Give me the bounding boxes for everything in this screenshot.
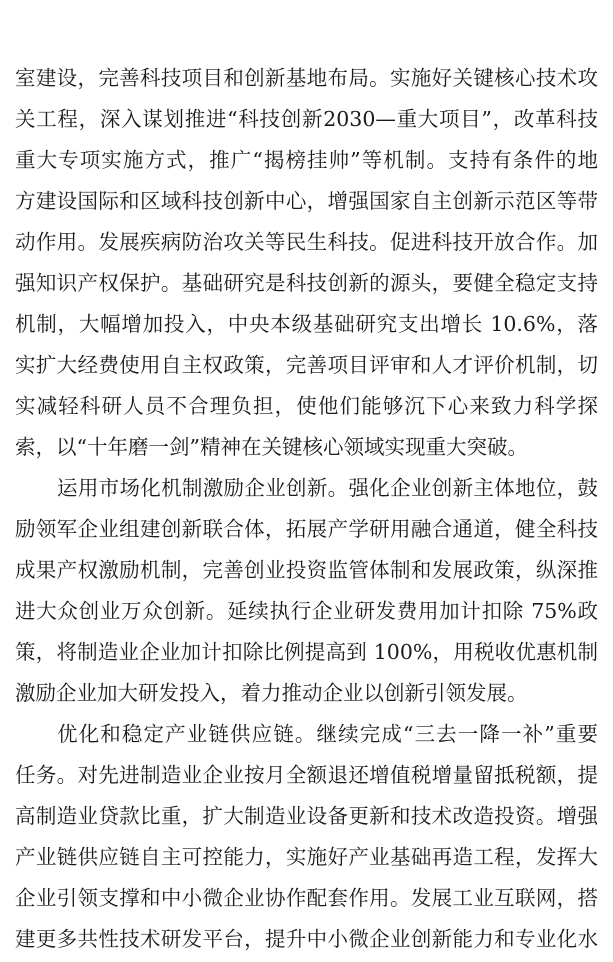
paragraph-1-line: 机制，大幅增加投入，中央本级基础研究支出增长 10.6%，落	[15, 312, 598, 336]
paragraph-3-line: 高制造业贷款比重，扩大制造业设备更新和技术改造投资。增强	[15, 804, 598, 828]
paragraph-3-line: 建更多共性技术研发平台，提升中小微企业创新能力和专业化水	[15, 927, 598, 951]
paragraph-1-line: 动作用。发展疾病防治攻关等民生科技。促进科技开放合作。加	[15, 230, 598, 254]
paragraph-1-line: 关工程，深入谋划推进“科技创新2030—重大项目”，改革科技	[15, 107, 598, 131]
paragraph-1-line: 重大专项实施方式，推广“揭榜挂帅”等机制。支持有条件的地	[15, 148, 598, 172]
paragraph-1-line: 方建设国际和区域科技创新中心，增强国家自主创新示范区等带	[15, 189, 598, 213]
paragraph-1-line: 室建设，完善科技项目和创新基地布局。实施好关键核心技术攻	[15, 66, 598, 90]
paragraph-2-line: 进大众创业万众创新。延续执行企业研发费用加计扣除 75%政	[15, 599, 598, 623]
paragraph-1-line: 索，以“十年磨一剑”精神在关键核心领域实现重大突破。	[15, 435, 528, 459]
paragraph-3-line: 企业引领支撑和中小微企业协作配套作用。发展工业互联网，搭	[15, 886, 598, 910]
paragraph-2-line: 成果产权激励机制，完善创业投资监管体制和发展政策，纵深推	[15, 558, 598, 582]
paragraph-1-line: 实扩大经费使用自主权政策，完善项目评审和人才评价机制，切	[15, 353, 598, 377]
paragraph-2-line: 策，将制造业企业加计扣除比例提高到 100%，用税收优惠机制	[15, 640, 598, 664]
paragraph-2-line: 激励企业加大研发投入，着力推动企业以创新引领发展。	[15, 681, 528, 705]
paragraph-2-line: 运用市场化机制激励企业创新。强化企业创新主体地位，鼓	[57, 476, 598, 500]
paragraph-3-line: 优化和稳定产业链供应链。继续完成“三去一降一补”重要	[57, 722, 598, 746]
paragraph-1-line: 强知识产权保护。基础研究是科技创新的源头，要健全稳定支持	[15, 271, 598, 295]
paragraph-3-line: 任务。对先进制造业企业按月全额退还增值税增量留抵税额，提	[15, 763, 598, 787]
paragraph-2-line: 励领军企业组建创新联合体，拓展产学研用融合通道，健全科技	[15, 517, 598, 541]
paragraph-1-line: 实减轻科研人员不合理负担，使他们能够沉下心来致力科学探	[15, 394, 598, 418]
paragraph-3-line: 产业链供应链自主可控能力，实施好产业基础再造工程，发挥大	[15, 845, 598, 869]
